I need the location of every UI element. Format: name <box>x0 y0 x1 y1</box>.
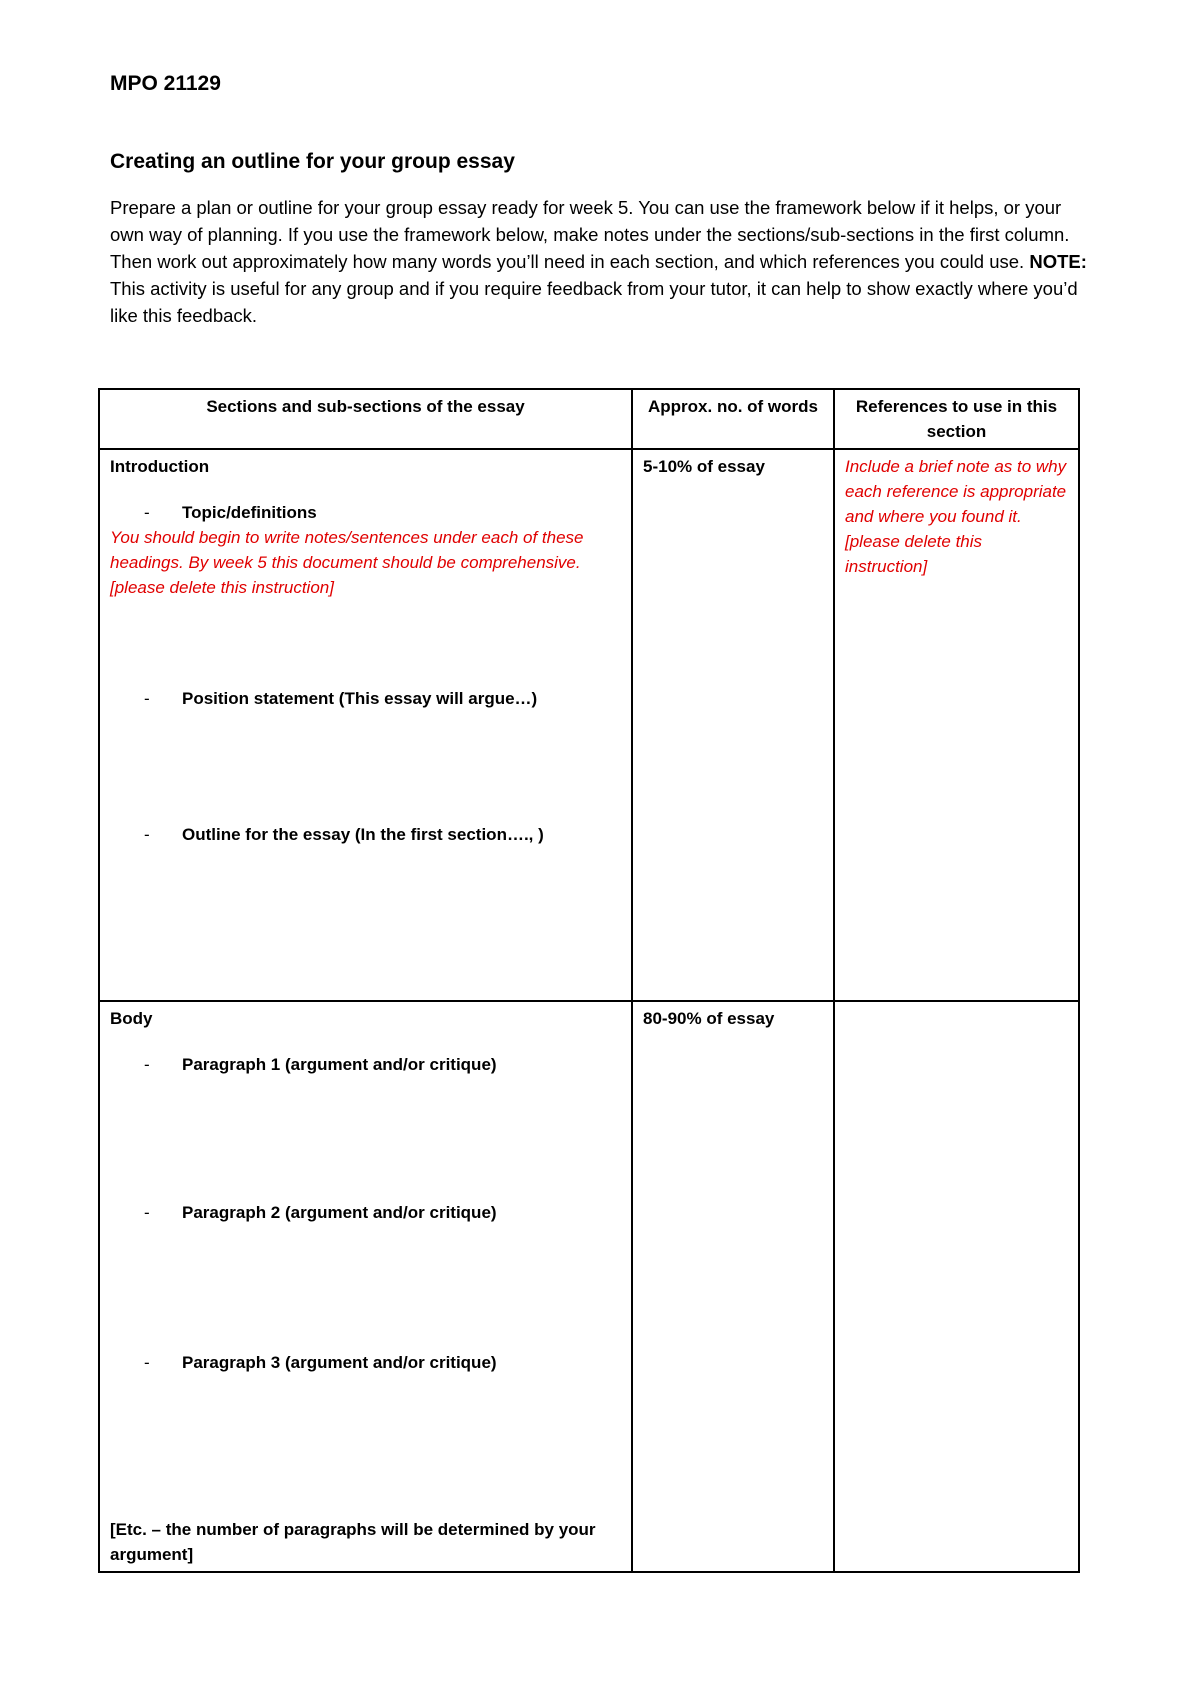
table-header-row <box>99 389 1079 449</box>
table-row-body <box>99 1001 1079 1572</box>
introduction-words: 5-10% of essay <box>643 457 765 476</box>
outline-table <box>98 388 1080 1573</box>
introduction-words-cell[interactable] <box>632 449 834 1001</box>
header-sections: Sections and sub-sections of the essay <box>99 389 632 449</box>
sub-paragraph-1-label: Paragraph 1 (argument and/or critique) <box>182 1055 497 1074</box>
introduction-references-cell[interactable] <box>834 449 1079 1001</box>
introduction-label: Introduction <box>110 457 210 476</box>
page-title: Creating an outline for your group essay <box>110 150 515 173</box>
dash-bullet: - <box>144 1353 150 1372</box>
dash-bullet: - <box>144 503 150 522</box>
course-code: MPO 21129 <box>110 72 221 95</box>
sub-topic-definitions <box>110 500 621 525</box>
header-words: Approx. no. of words <box>632 389 834 449</box>
instruction-note: You should begin to write notes/sentences under each of these headings. By week 5 this document should be comprehensive. [please delete this instruction] <box>110 528 584 597</box>
dash-bullet: - <box>144 689 150 708</box>
dash-bullet: - <box>144 1055 150 1074</box>
instructions-paragraph <box>110 194 1100 329</box>
sub-topic-definitions-label: Topic/definitions <box>182 503 317 522</box>
instructions-text: Prepare a plan or outline for your group essay ready for week 5. You can use the framework below if it helps, or your own way of planning. If you use the framework below, make notes under the sections/sub-sections in the first column. Then work out approximately how many words you’ll need in each section, and which references you could use. <box>110 197 1070 272</box>
instructions-text-after-note: This activity is useful for any group and if you require feedback from your tutor, it can help to show exactly where you’d like this feedback. <box>110 278 1078 326</box>
note-label: NOTE: <box>1029 251 1087 272</box>
sub-paragraph-3 <box>110 1350 621 1375</box>
sub-paragraph-2 <box>110 1200 621 1225</box>
body-words: 80-90% of essay <box>643 1009 775 1028</box>
reference-instruction: Include a brief note as to why each reference is appropriate and where you found it. [please delete this instruction] <box>845 457 1067 576</box>
sub-position-statement-label: Position statement (This essay will argue…) <box>182 689 538 708</box>
introduction-sections-cell[interactable] <box>99 449 632 1001</box>
sub-outline <box>110 822 621 847</box>
dash-bullet: - <box>144 825 150 844</box>
body-words-cell[interactable] <box>632 1001 834 1572</box>
sub-paragraph-2-label: Paragraph 2 (argument and/or critique) <box>182 1203 497 1222</box>
dash-bullet: - <box>144 1203 150 1222</box>
body-sections-cell[interactable] <box>99 1001 632 1572</box>
sub-outline-label: Outline for the essay (In the first section…., ) <box>182 825 544 844</box>
table-row-introduction <box>99 449 1079 1001</box>
sub-position-statement <box>110 686 621 711</box>
body-label: Body <box>110 1009 153 1028</box>
etc-note: [Etc. – the number of paragraphs will be determined by your argument] <box>110 1520 596 1564</box>
header-references: References to use in this section <box>834 389 1079 449</box>
sub-paragraph-1 <box>110 1052 621 1077</box>
sub-paragraph-3-label: Paragraph 3 (argument and/or critique) <box>182 1353 497 1372</box>
body-references-cell[interactable] <box>834 1001 1079 1572</box>
